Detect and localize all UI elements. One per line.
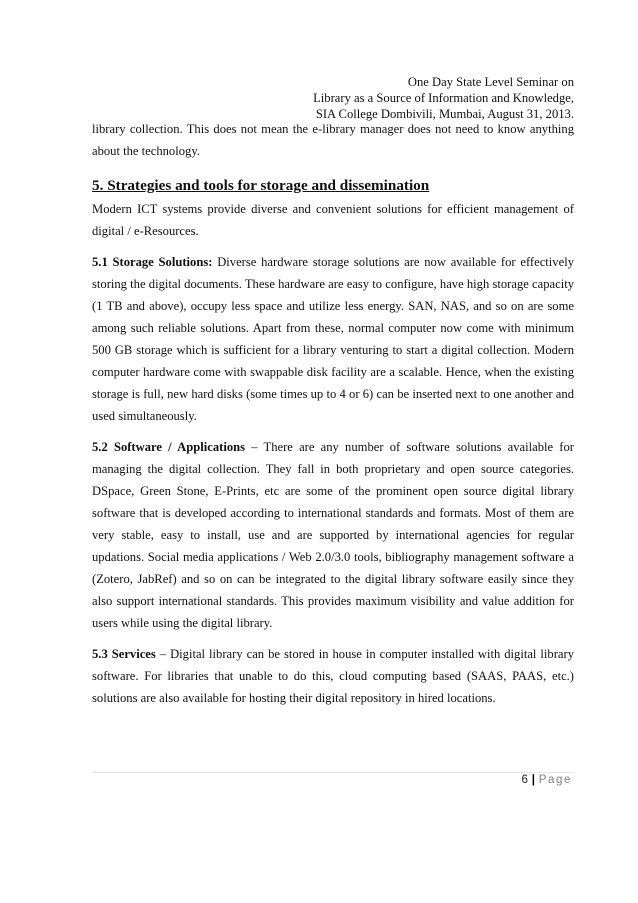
page-footer <box>522 774 573 786</box>
page-header <box>313 74 574 122</box>
page-body <box>92 118 574 709</box>
header-line-3: SIA College Dombivili, Mumbai, August 31, 2013. <box>315 107 574 121</box>
services-body: – Digital library can be stored in house in computer installed with digital library software. For libraries that unable to do this, cloud computing based (SAAS, PAAS, etc.) solutions are also available for hosting their digital repository in hired locations. <box>92 647 574 705</box>
software-applications-body: – There are any number of software solutions available for managing the digital collection. They fall in both proprietary and open source categories. DSpace, Green Stone, E-Prints, etc are some of the prominent open source digital library software that is developed according to international standards and formats. Most of them are very stable, easy to install, use and are supported by international agencies for regular updations. Social media applications / Web 2.0/3.0 tools, bibliography management software a (Zotero, JabRef) and so on can be integrated to the digital library software easily since they also support international standards. This provides maximum visibility and value addition for users while using the digital library. <box>92 440 574 630</box>
services-paragraph <box>92 643 574 709</box>
footer-separator: | <box>531 774 536 786</box>
software-applications-lead: 5.2 Software / Applications <box>92 440 246 454</box>
page-label: Page <box>538 774 572 786</box>
software-applications-paragraph <box>92 436 574 634</box>
section-heading: 5. Strategies and tools for storage and dissemination <box>92 177 430 194</box>
header-line-2: Library as a Source of Information and Knowledge, <box>313 91 574 105</box>
intro-paragraph: library collection. This does not mean the e-library manager does not need to know anything about the technology. <box>92 122 574 158</box>
storage-solutions-body: Diverse hardware storage solutions are now available for effectively storing the digital documents. These hardware are easy to configure, have high storage capacity (1 TB and above), occupy less space and utilize less energy. SAN, NAS, and so on are some among such reliable solutions. Apart from these, normal computer now come with minimum 500 GB storage which is sufficient for a library venturing to start a digital collection. Modern computer hardware come with swappable disk facility are a scalable. Hence, when the existing storage is full, new hard disks (some times up to 4 or 6) can be inserted next to one another and used simultaneously. <box>92 255 574 423</box>
header-line-1: One Day State Level Seminar on <box>407 75 574 89</box>
page-number: 6 <box>521 774 529 786</box>
section-intro-paragraph: Modern ICT systems provide diverse and convenient solutions for efficient management of digital / e-Resources. <box>92 202 574 238</box>
storage-solutions-paragraph <box>92 251 574 427</box>
storage-solutions-lead: 5.1 Storage Solutions: <box>92 255 213 269</box>
services-lead: 5.3 Services <box>92 647 156 661</box>
footer-divider <box>92 772 574 773</box>
